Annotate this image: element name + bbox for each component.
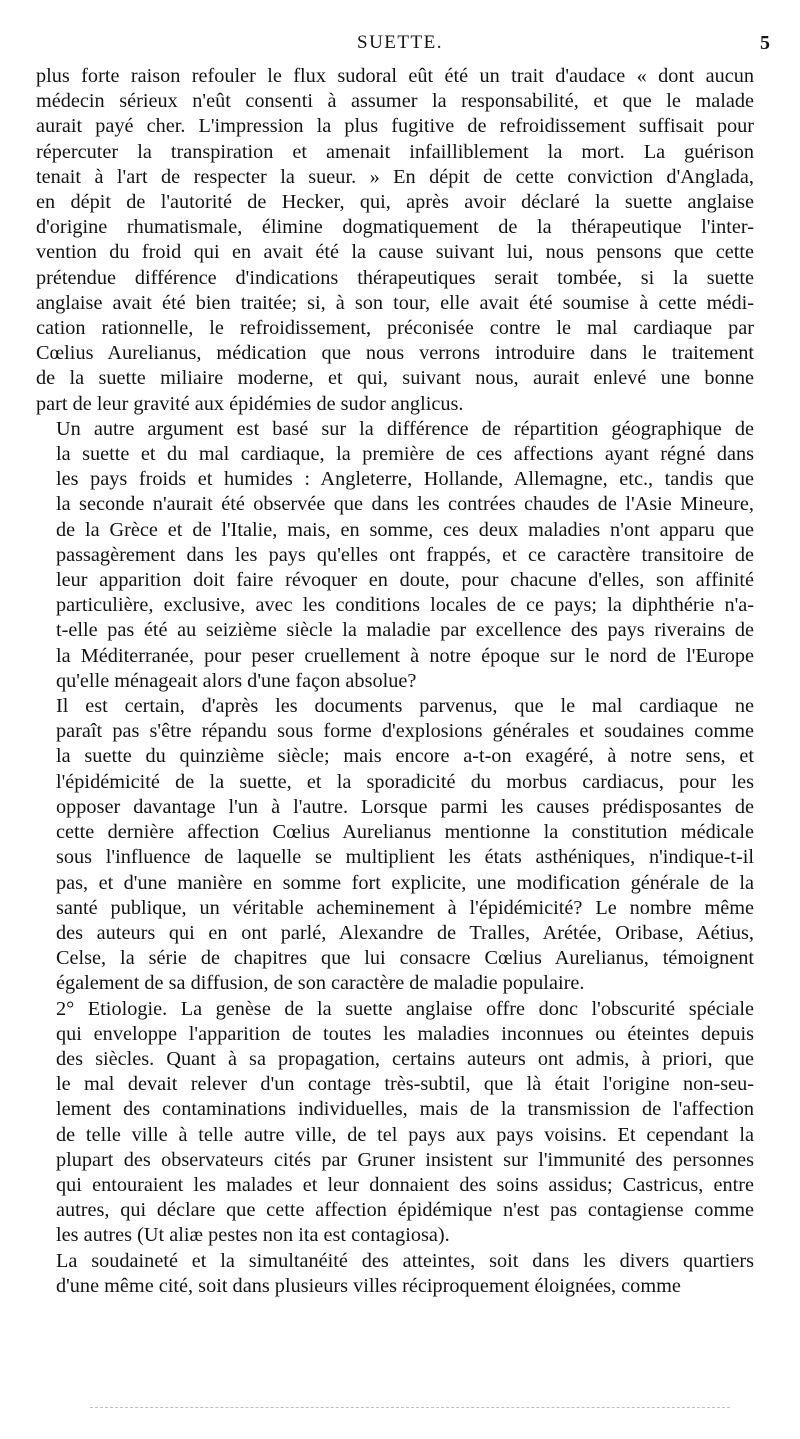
bottom-rule bbox=[90, 1407, 730, 1408]
text-line: la Méditerranée, pour peser cruellement à notre époque sur le nord de l'Europe bbox=[56, 644, 754, 667]
text-line: 2° Etiologie. La genèse de la suette anglaise offre donc l'obscurité spéciale bbox=[56, 997, 754, 1020]
text-line: cation rationnelle, le refroidissement, préconisée contre le mal cardiaque par bbox=[36, 317, 754, 340]
text-line: des siècles. Quant à sa propagation, certains auteurs ont admis, à priori, que bbox=[56, 1047, 754, 1070]
text-line: sous l'influence de laquelle se multiplient les états asthéniques, n'indique-t-il bbox=[56, 846, 754, 869]
running-title: SUETTE. bbox=[357, 32, 443, 53]
paragraph bbox=[36, 694, 754, 996]
text-line: de la suette miliaire moderne, et qui, suivant nous, aurait enlevé une bonne bbox=[36, 367, 754, 390]
text-line: l'épidémicité de la suette, et la sporadicité du morbus cardiacus, pour les bbox=[56, 770, 754, 793]
text-line: les autres (Ut aliæ pestes non ita est contagiosa). bbox=[56, 1224, 450, 1247]
text-line: Celse, la série de chapitres que lui consacre Cœlius Aurelianus, témoignent bbox=[56, 947, 754, 970]
text-line: opposer davantage l'un à l'autre. Lorsque parmi les causes prédisposantes de bbox=[56, 795, 754, 818]
text-line: plus forte raison refouler le flux sudoral eût été un trait d'audace « dont aucun bbox=[36, 65, 754, 87]
text-line: vention du froid qui en avait été la cause suivant lui, nous pensons que cette bbox=[36, 241, 754, 264]
text-line: paraît pas s'être répandu sous forme d'explosions générales et soudaines comme bbox=[56, 720, 754, 743]
text-line: anglaise avait été bien traitée; si, à son tour, elle avait été soumise à cette médi- bbox=[36, 291, 754, 314]
paragraph bbox=[36, 997, 754, 1249]
text-line: d'origine rhumatismale, élimine dogmatiquement de la thérapeutique l'inter- bbox=[36, 216, 754, 239]
text-line: médecin sérieux n'eût consenti à assumer la responsabilité, et que le malade bbox=[36, 90, 754, 113]
text-line: tenait à l'art de respecter la sueur. » En dépit de cette conviction d'Anglada, bbox=[36, 165, 754, 188]
text-line: Cœlius Aurelianus, médication que nous verrons introduire dans le traitement bbox=[36, 342, 754, 365]
paragraph bbox=[36, 417, 754, 694]
text-line: t-elle pas été au seizième siècle la maladie par excellence des pays riverains de bbox=[56, 619, 754, 642]
text-line: Un autre argument est basé sur la différence de répartition géographique de bbox=[56, 417, 754, 440]
text-line: d'une même cité, soit dans plusieurs villes réciproquement éloignées, comme bbox=[56, 1274, 681, 1297]
paragraph bbox=[36, 1249, 754, 1299]
text-line: leur apparition doit faire révoquer en doute, pour chacune d'elles, son affinité bbox=[56, 569, 754, 592]
text-line: qui entouraient les malades et leur donnaient des soins assidus; Castricus, entre bbox=[56, 1173, 754, 1196]
text-line: autres, qui déclare que cette affection épidémique n'est pas contagiense comme bbox=[56, 1199, 754, 1222]
text-line: part de leur gravité aux épidémies de sudor anglicus. bbox=[36, 392, 464, 415]
text-line: La soudaineté et la simultanéité des atteintes, soit dans les divers quartiers bbox=[56, 1249, 754, 1272]
text-line: de telle ville à telle autre ville, de tel pays aux pays voisins. Et cependant la bbox=[56, 1123, 754, 1146]
text-line: répercuter la transpiration et amenait infailliblement la mort. La guérison bbox=[36, 140, 754, 163]
text-line: lement des contaminations individuelles, mais de la transmission de l'affection bbox=[56, 1098, 754, 1121]
page-number: 5 bbox=[760, 32, 770, 54]
text-line: santé publique, un véritable acheminement à l'épidémicité? Le nombre même bbox=[56, 896, 754, 919]
text-line: passagèrement dans les pays qu'elles ont frappés, et ce caractère transitoire de bbox=[56, 543, 754, 566]
text-line: également de sa diffusion, de son caractère de maladie populaire. bbox=[56, 972, 585, 995]
text-line: particulière, exclusive, avec les conditions locales de ce pays; la diphthérie n'a- bbox=[56, 594, 754, 617]
text-line: cette dernière affection Cœlius Aurelianus mentionne la constitution médicale bbox=[56, 821, 754, 844]
text-line: des auteurs qui en ont parlé, Alexandre de Tralles, Arétée, Oribase, Aétius, bbox=[56, 921, 754, 944]
text-line: prétendue différence d'indications thérapeutiques serait tombée, si la suette bbox=[36, 266, 754, 289]
body-text bbox=[36, 64, 754, 1299]
text-line: de la Grèce et de l'Italie, mais, en somme, ces deux maladies n'ont apparu que bbox=[56, 518, 754, 541]
page-header bbox=[30, 30, 770, 58]
text-line: qu'elle ménageait alors d'une façon absolue? bbox=[56, 669, 417, 692]
text-line: la suette et du mal cardiaque, la première de ces affections ayant régné dans bbox=[56, 443, 754, 466]
text-line: le mal devait relever d'un contage très-subtil, que là était l'origine non-seu- bbox=[56, 1073, 754, 1096]
paragraph bbox=[36, 64, 754, 417]
text-line: qui enveloppe l'apparition de toutes les maladies inconnues ou éteintes depuis bbox=[56, 1022, 754, 1045]
text-line: les pays froids et humides : Angleterre, Hollande, Allemagne, etc., tandis que bbox=[56, 468, 754, 491]
text-line: la seconde n'aurait été observée que dans les contrées chaudes de l'Asie Mineure, bbox=[56, 493, 754, 516]
text-line: plupart des observateurs cités par Gruner insistent sur l'immunité des personnes bbox=[56, 1148, 754, 1171]
text-line: pas, et d'une manière en somme fort explicite, une modification générale de la bbox=[56, 871, 754, 894]
text-line: Il est certain, d'après les documents parvenus, que le mal cardiaque ne bbox=[56, 695, 754, 718]
text-line: la suette du quinzième siècle; mais encore a-t-on exagéré, à notre sens, et bbox=[56, 745, 754, 768]
text-line: aurait payé cher. L'impression la plus fugitive de refroidissement suffisait pour bbox=[36, 115, 754, 138]
text-line: en dépit de l'autorité de Hecker, qui, après avoir déclaré la suette anglaise bbox=[36, 191, 754, 214]
